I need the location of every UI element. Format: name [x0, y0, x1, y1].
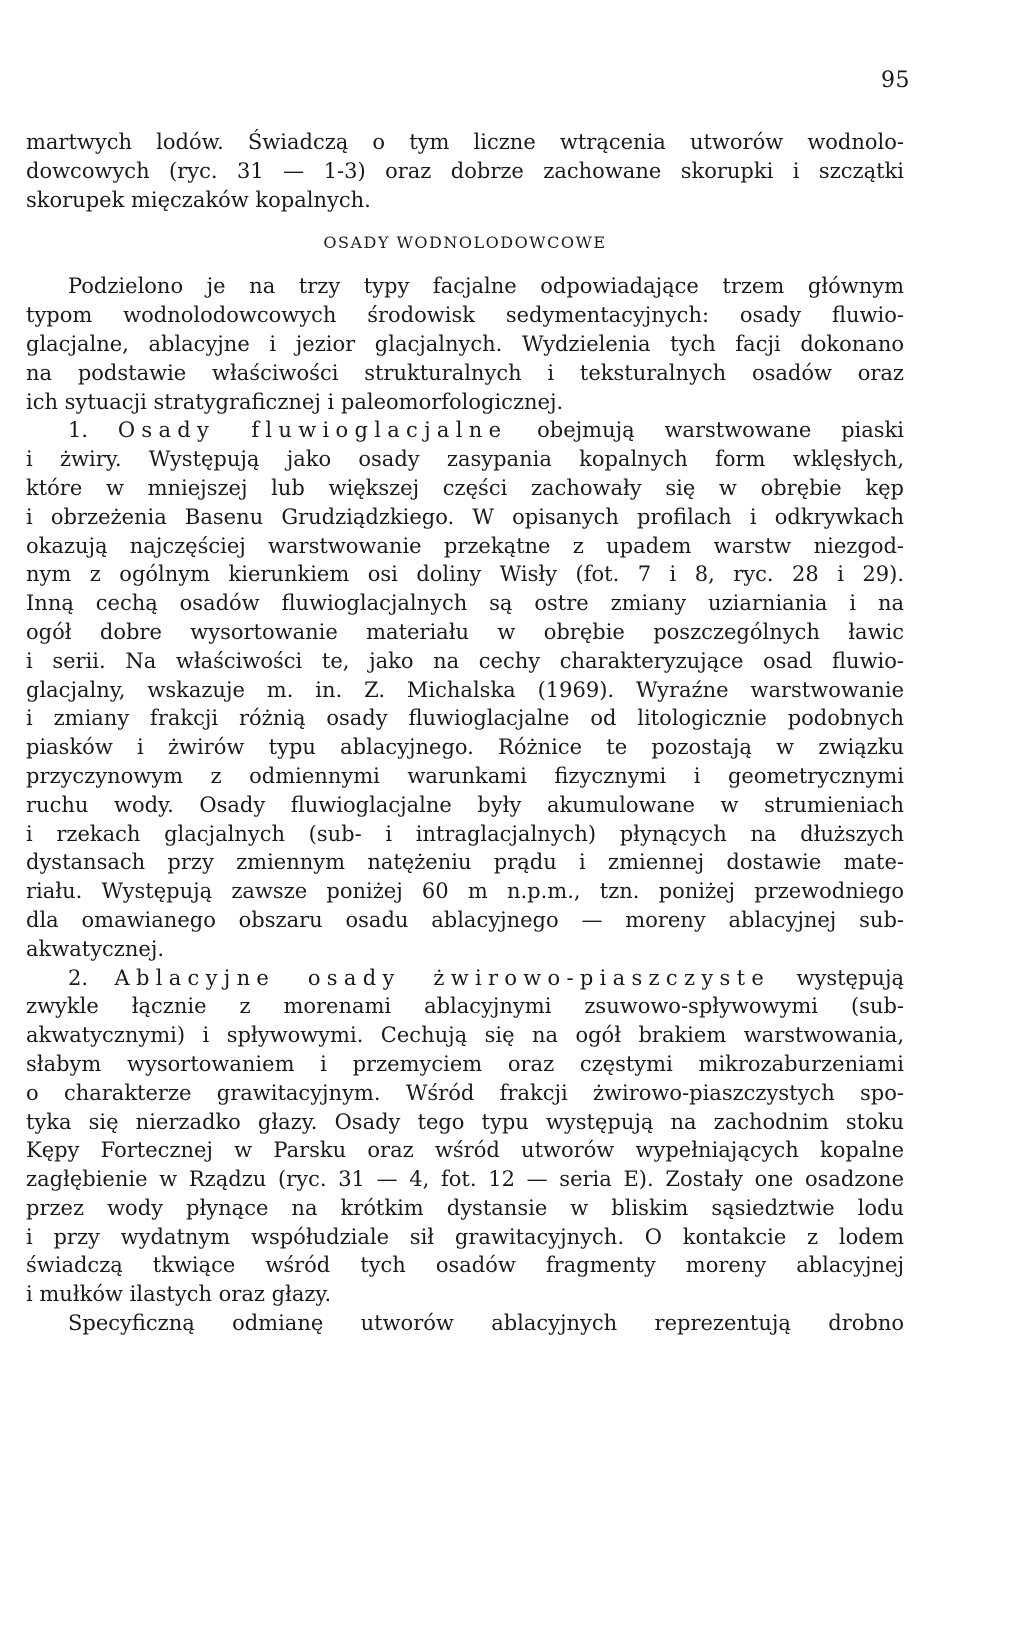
text-line: świadczą tkwiące wśród tych osadów fragmenty moreny ablacyjnej — [26, 1253, 904, 1278]
body-text — [26, 128, 904, 1338]
text-line: na podstawie właściwości strukturalnych i teksturalnych osadów oraz — [26, 360, 904, 385]
text-line-subsection-2 — [26, 964, 904, 993]
text-line: nym z ogólnym kierunkiem osi doliny Wisły (fot. 7 i 8, ryc. 28 i 29). — [26, 562, 904, 587]
subsection-number: 2. — [68, 965, 115, 990]
text-line: i przy wydatnym współudziale sił grawitacyjnych. O kontakcie z lodem — [26, 1224, 904, 1249]
section-heading: OSADY WODNOLODOWCOWE — [323, 233, 607, 253]
text-line: skorupek mięczaków kopalnych. — [26, 187, 371, 212]
text-line: które w mniejszej lub większej części zachowały się w obrębie kęp — [26, 475, 904, 500]
text-line: piasków i żwirów typu ablacyjnego. Różnice te pozostają w związku — [26, 735, 904, 760]
text-line: ogół dobre wysortowanie materiału w obrębie poszczególnych ławic — [26, 619, 904, 644]
text-line: i serii. Na właściwości te, jako na cechy charakteryzujące osad fluwio- — [26, 648, 904, 673]
text-line: okazują najczęściej warstwowanie przekątne z upadem warstw niezgod- — [26, 533, 904, 558]
text-line: przez wody płynące na krótkim dystansie w bliskim sąsiedztwie lodu — [26, 1195, 904, 1220]
text-line: dowcowych (ryc. 31 — 1-3) oraz dobrze zachowane skorupki i szczątki — [26, 158, 904, 183]
text-line: Specyficzną odmianę utworów ablacyjnych reprezentują drobno — [68, 1311, 904, 1336]
page-number: 95 — [881, 68, 910, 93]
text-line: glacjalne, ablacyjne i jezior glacjalnych. Wydzielenia tych facji dokonano — [26, 331, 904, 356]
text-line: zwykle łącznie z morenami ablacyjnymi zsuwowo-spływowymi (sub- — [26, 994, 904, 1019]
subsection-title: Ablacyjne osady żwirowo-piaszczyste — [114, 965, 771, 990]
text-line: martwych lodów. Świadczą o tym liczne wtrącenia utworów wodnolo- — [26, 130, 904, 154]
text-line: Podzielono je na trzy typy facjalne odpowiadające trzem głównym — [68, 274, 904, 299]
text-line: akwatycznej. — [26, 936, 165, 961]
text-line: i obrzeżenia Basenu Grudziądzkiego. W opisanych profilach i odkrywkach — [26, 504, 904, 529]
text-line: dla omawianego obszaru osadu ablacyjnego — moreny ablacyjnej sub- — [26, 907, 904, 932]
text-line: typom wodnolodowcowych środowisk sedymentacyjnych: osady fluwio- — [26, 303, 904, 328]
text-line: dystansach przy zmiennym natężeniu prądu i zmiennej dostawie mate- — [26, 850, 904, 875]
text-line-subsection-1 — [26, 416, 904, 445]
text-line: akwatycznymi) i spływowymi. Cechują się na ogół brakiem warstwowania, — [26, 1023, 904, 1048]
subsection-title: Osady fluwioglacjalne — [117, 418, 508, 443]
subsection-number: 1. — [68, 418, 118, 443]
text-line: ich sytuacji stratygraficznej i paleomorfologicznej. — [26, 389, 564, 414]
subsection-text: występują — [770, 965, 904, 990]
text-line: glacjalny, wskazuje m. in. Z. Michalska (1969). Wyraźne warstwowanie — [26, 677, 904, 702]
text-line: i zmiany frakcji różnią osady fluwioglacjalne od litologicznie podobnych — [26, 706, 904, 731]
text-line: i rzekach glacjalnych (sub- i intraglacjalnych) płynących na dłuższych — [26, 821, 904, 846]
text-line: Kępy Fortecznej w Parsku oraz wśród utworów wypełniających kopalne — [26, 1138, 904, 1163]
text-line: przyczynowym z odmiennymi warunkami fizycznymi i geometrycznymi — [26, 763, 904, 788]
text-line: słabym wysortowaniem i przemyciem oraz częstymi mikrozaburzeniami — [26, 1051, 904, 1076]
text-line: o charakterze grawitacyjnym. Wśród frakcji żwirowo-piaszczystych spo- — [26, 1080, 904, 1105]
text-line: zagłębienie w Rządzu (ryc. 31 — 4, fot. 12 — seria E). Zostały one osadzone — [26, 1167, 904, 1192]
text-line: tyka się nierzadko głazy. Osady tego typu występują na zachodnim stoku — [26, 1109, 904, 1134]
text-line: riału. Występują zawsze poniżej 60 m n.p.m., tzn. poniżej przewodniego — [26, 879, 904, 904]
text-line: Inną cechą osadów fluwioglacjalnych są ostre zmiany uziarniania i na — [26, 591, 904, 616]
subsection-text: obejmują warstwowane piaski — [507, 418, 904, 443]
text-line: ruchu wody. Osady fluwioglacjalne były akumulowane w strumieniach — [26, 792, 904, 817]
text-line: i żwiry. Występują jako osady zasypania kopalnych form wklęsłych, — [26, 447, 904, 472]
text-line: i mułków ilastych oraz głazy. — [26, 1282, 332, 1307]
